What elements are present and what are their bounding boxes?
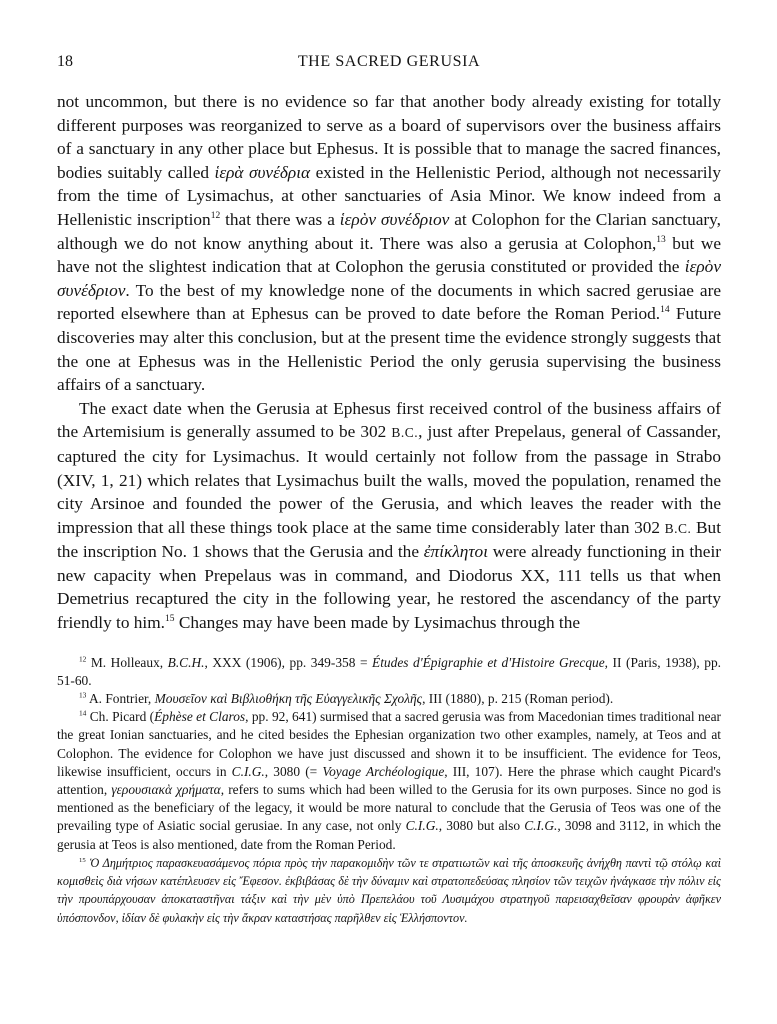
footnote-ref-12[interactable]: 12 [210,211,221,222]
text-run: , just after Prepelaus, general of Cassander, captured the city for Lysimachus. It would certainly not follow from the passage in Strabo (XIV, 1, 21) which relates that Lysimachus built the walls, moved the population, renamed the city Arsinoe and founded the power of the Gerusia, and which leaves the reader with the impression that all these things took place at the same time considerably later than 302 [57,422,721,537]
text-run: . To the best of my knowledge none of the documents in which sacred gerusiae are reported elsewhere than at Ephesus can be proved to date before the Roman Period. [57,280,721,324]
text-run: Ch. Picard ( [86,709,155,725]
era-abbreviation: B.C. [664,520,692,536]
text-run: not uncommon, but there is no evidence so far that another body already existing for totally different purposes was reorganized to serve as a board of supervisors over the business affairs of a sanctuary in any other place but Ephesus. It is possible that to manage the sacred finances, bodies suitably called [57,92,721,182]
greek-phrase: γερουσιακὰ χρήματα [111,782,221,798]
footnote-number: 14 [79,708,87,718]
greek-phrase: ἱερὸν συνέδριον [339,209,450,229]
text-run: , refers to sums which had been willed to the Gerusia for its own purposes. Since no god is mentioned as the beneficiary of the legacy, it would be more natural to conclude that the Gerusia of Teos was one of the prevailing type of Asiatic social gerusiae. In any case, not only [57,782,721,834]
text-run: M. Holleaux, [86,654,168,670]
footnote-number: 13 [79,690,87,700]
footnote-13 [57,690,721,708]
citation-title: Études d'Épigraphie et d'Histoire Grecque [372,654,605,670]
paragraph-1 [57,90,721,397]
text-run: , XXX (1906), pp. 349-358 = [204,654,373,670]
era-abbreviation: B.C. [391,425,419,441]
footnote-ref-14[interactable]: 14 [660,305,670,316]
greek-title: Μουσεῖον καὶ Βιβλιοθήκη τῆς Εὐαγγελικῆς Σχολῆς [154,691,423,707]
greek-quotation: Ὁ Δημήτριος παρασκευασάμενος πόρια πρὸς τὴν παρακομιδὴν τῶν τε στρατιωτῶν καὶ τῆς ἀποσκευῆς ἀνήχθη παντὶ τῷ στόλῳ καὶ κομισθεὶς διὰ νήσων κατέπλευσεν εἰς Ἔφεσον. ἐκβιβάσας δὲ τὴν δύναμιν καὶ στρατοπεδεύσας πλησίον τῶν τειχῶν ἠνάγκασε τὴν πόλιν εἰς τὴν προυπάρχουσαν ἀποκαταστῆναι τάξιν καὶ τὴν μὲν ὑπὸ Πρεπελάου τοῦ Λυσιμάχου στρατηγοῦ παρεισαχθεῖσαν φρουρὰν ἀφῆκεν ὑπόσπονδον, ἰδίαν δὲ φυλακὴν εἰς τὴν ἄκραν καταστήσας παρῆλθεν εἰς Ἑλλήσποντον. [57,855,721,925]
text-run: at Colophon for the Clarian sanctuary, although we do not know anything about it. There was also a gerusia at Colophon, [57,209,721,253]
footnote-14 [57,708,721,854]
text-run: Future discoveries may alter this conclusion, but at the present time the evidence strongly suggests that the one at Ephesus was in the Hellenistic Period the only gerusia supervising the business affairs of a sanctuary. [57,304,721,395]
text-run: existed in the Hellenistic Period, although not necessarily from the time of Lysimachus, at other sanctuaries of Asia Minor. We know indeed from a Hellenistic inscription [57,162,722,229]
text-run: , III (1880), p. 215 (Roman period). [422,691,614,707]
text-run: Changes may have been made by Lysimachus through the [174,613,581,633]
book-page [57,50,721,927]
footnote-number: 15 [79,856,86,864]
citation-title: B.C.H. [167,654,205,670]
text-run: , II (Paris, 1938), pp. 51-60. [57,654,721,688]
text-run: that there was a [220,209,340,229]
running-title: THE SACRED GERUSIA [297,53,481,70]
citation-title: C.I.G. [231,763,265,779]
citation-title: Voyage Archéologique [322,763,445,779]
citation-title: Éphèse et Claros [154,709,246,725]
footnote-12 [57,654,721,690]
citation-title: C.I.G. [405,818,439,834]
text-run: were already functioning in their new capacity when Prepelaus was in command, and Diodorus XX, 111 tells us that when Demetrius recaptured the city in the following year, he restored the ascendancy of the party friendly to him. [57,542,722,633]
paragraph-2 [57,397,721,635]
text-run: , 3080 (= [264,763,323,779]
text-run: , 3080 but also [438,818,525,834]
text-run: but we have not the slightest indication that at Colophon the gerusia constituted or provided the [57,233,721,277]
text-run: The exact date when the Gerusia at Ephesus first received control of the business affairs of the Artemisium is generally assumed to be 302 [57,398,721,442]
footnotes [57,654,721,927]
text-run: , pp. 92, 641) surmised that a sacred gerusia was from Macedonian times traditional near the great Ionian sanctuaries, and he cited besides the Ephesian organization two other examples, namely, at Teos and at Colophon. The evidence for Colophon we have just discussed and shown it to be insufficient. The evidence for Teos, likewise insufficient, occurs in [57,709,721,779]
greek-phrase: ἐπίκλητοι [423,542,488,562]
page-header [57,50,721,74]
footnote-ref-15[interactable]: 15 [165,614,175,625]
footnote-number: 12 [79,654,87,664]
text-run: But the inscription No. 1 shows that the Gerusia and the [57,517,721,562]
text-run: , 3098 and 3112, in which the gerusia at Teos is also mentioned, date from the Roman Period. [57,818,721,852]
footnote-ref-13[interactable]: 13 [656,234,666,245]
footnote-15 [57,854,721,927]
text-run: , III, 107). Here the phrase which caught Picard's attention, [57,763,722,798]
text-run: A. Fontrier, [86,691,155,707]
page-number: 18 [57,53,73,70]
greek-phrase: ἱερὰ συνέδρια [214,162,311,182]
citation-title: C.I.G. [524,818,558,834]
body-text [57,90,721,635]
greek-phrase: ἱερὸν συνέδριον [57,257,721,300]
